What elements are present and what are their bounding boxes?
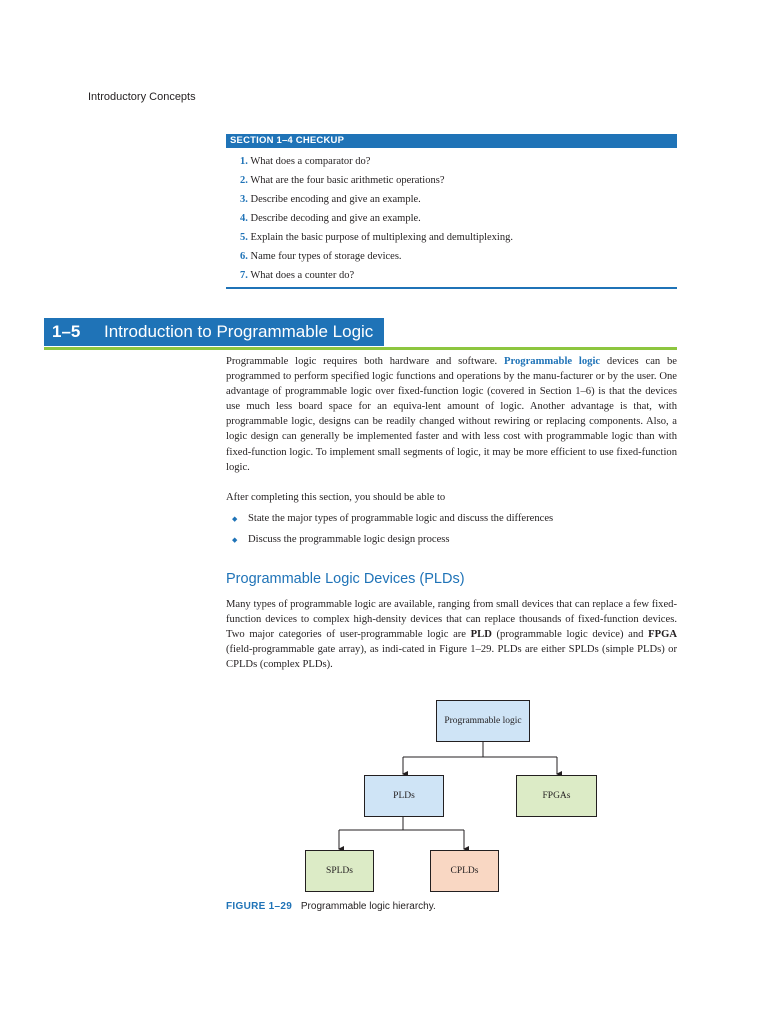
bullet-diamond-icon: ◆ (232, 536, 238, 544)
key-term: Programmable logic (504, 356, 601, 367)
figure-label: FIGURE 1–29 (226, 901, 293, 912)
question-text: Name four types of storage devices. (250, 251, 402, 262)
intro-text: devices can be programmed to perform specified logic functions and operations by the manu-facturer or by the user. One advantage of programmable logic over fixed-function logic (covered in Section 1–6) is that the devices use much less board space for an equiva-lent amount of logic. Another advantage is that, with programmable logic, designs can be readily changed without rewiring or replacing components. Also, a logic design can generally be implemented faster and with less cost with programmable logic than with fixed-function logic. To implement small segments of logic, it may be more efficient to use fixed-function logic. (226, 356, 677, 473)
question-number: 1. (240, 156, 248, 167)
intro-text: Programmable logic requires both hardware and software. (226, 356, 505, 367)
node-plds: PLDs (364, 775, 444, 817)
question-text: What are the four basic arithmetic operations? (250, 175, 445, 186)
key-term: PLD (470, 629, 492, 641)
figure-caption-text: Programmable logic hierarchy. (300, 901, 436, 912)
bullet-diamond-icon: ◆ (232, 515, 238, 523)
question-number: 4. (240, 213, 248, 224)
question-number: 6. (240, 251, 248, 262)
question-number: 2. (240, 175, 248, 186)
question-text: What does a comparator do? (250, 156, 371, 167)
node-splds: SPLDs (305, 850, 374, 892)
node-programmable-logic: Programmable logic (436, 700, 530, 742)
pld-text: (field-programmable gate array), as indi-cated in Figure 1–29. PLDs are either SPLDs (simple PLDs) or CPLDs (complex PLDs). (226, 644, 677, 671)
question-text: Describe encoding and give an example. (250, 194, 421, 205)
running-head: Introductory Concepts (88, 91, 196, 103)
objectives-intro: After completing this section, you should be able to (226, 492, 446, 503)
pld-text: (programmable logic device) and (491, 629, 649, 641)
section-title: Introduction to Programmable Logic (104, 322, 374, 341)
question-text: Explain the basic purpose of multiplexing and demultiplexing. (250, 232, 513, 243)
section-number: 1–5 (52, 322, 81, 341)
objective-text: State the major types of programmable logic and discuss the differences (248, 513, 554, 524)
objective-text: Discuss the programmable logic design process (248, 534, 450, 545)
figure-caption (226, 901, 436, 912)
question-number: 7. (240, 270, 248, 281)
question-number: 5. (240, 232, 248, 243)
node-cplds: CPLDs (430, 850, 499, 892)
question-text: Describe decoding and give an example. (250, 213, 421, 224)
subheading: Programmable Logic Devices (PLDs) (226, 571, 465, 587)
node-fpgas: FPGAs (516, 775, 597, 817)
key-term: FPGA (648, 629, 677, 641)
checkup-title: SECTION 1–4 CHECKUP (226, 134, 677, 148)
question-text: What does a counter do? (250, 270, 355, 281)
pld-text: Many types of programmable logic are available, ranging from small devices that can replace a few fixed-function devices to complex high-density devices that can replace thousands of fixed-function devices. Two major categories of user-programmable logic are (226, 599, 677, 641)
question-number: 3. (240, 194, 248, 205)
